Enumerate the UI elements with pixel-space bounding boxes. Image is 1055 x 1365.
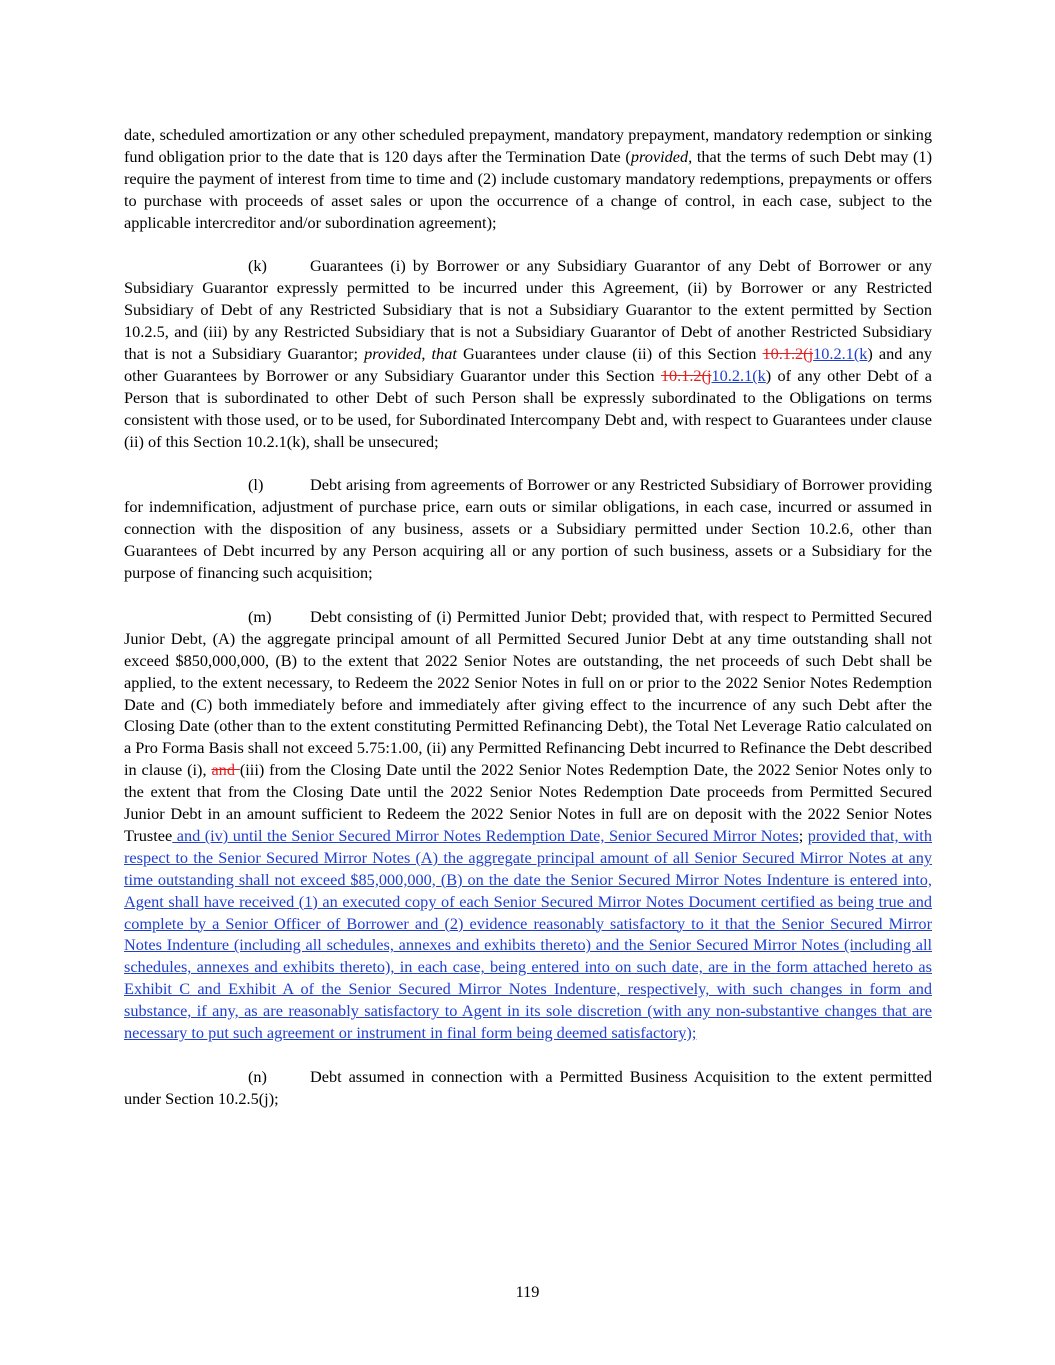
clause-label: (m) (248, 606, 272, 626)
paragraph-l: (l) Debt arising from agreements of Borrower or any Restricted Subsidiary of Borrower providing for indemnification, adjustment of purchase price, earn outs or similar obligations, in each case, incurred or assumed in connection with the disposition of any business, assets or a Subsidiary permitted under Section 10.2.6, other than Guarantees of Debt incurred by any Person acquiring all or any portion of such business, assets or a Subsidiary for the purpose of financing such acquisition; (124, 475, 932, 583)
paragraph-j-continued: date, scheduled amortization or any other scheduled prepayment, mandatory prepayment, mandatory redemption or sinking fund obligation prior to the date that is 120 days after the Termination Date (provided, that the terms of such Debt may (1) require the payment of interest from time to time and (2) include customary mandatory redemptions, prepayments or offers to purchase with proceeds of asset sales or upon the occurrence of a change of control, in each case, subject to the applicable intercreditor and/or subordination agreement); (124, 125, 932, 232)
clause-label: (l) (248, 475, 264, 495)
deleted-text: 10.1.2(j (762, 344, 814, 364)
inserted-text: 10.2.1(k (711, 365, 766, 385)
inserted-text: 10.2.1(k (813, 344, 868, 364)
clause-label: (k) (248, 256, 267, 276)
paragraph-n: (n) Debt assumed in connection with a Permitted Business Acquisition to the extent permitted under Section 10.2.5(j); (124, 1066, 932, 1108)
inserted-text: and (iv) until the Senior Secured Mirror Notes Redemption Date, Senior Secured Mirror Notes (172, 825, 799, 845)
clause-label: (n) (248, 1066, 267, 1086)
deleted-text: 10.1.2(j (660, 365, 712, 385)
document-page (124, 124, 932, 1132)
paragraph-m: (m) Debt consisting of (i) Permitted Junior Debt; provided that, with respect to Permitted Secured Junior Debt, (A) the aggregate principal amount of all Permitted Secured Junior Debt at any time outstanding shall not exceed $850,000,000, (B) to the extent that 2022 Senior Notes are outstanding, the net proceeds of such Debt shall be applied, to the extent necessary, to Redeem the 2022 Senior Notes in full on or prior to the 2022 Senior Notes Redemption Date and (C) both immediately before and immediately after giving effect to the incurrence of any such Debt after the Closing Date (other than to the extent constituting Permitted Refinancing Debt), the Total Net Leverage Ratio calculated on a Pro Forma Basis shall not exceed 5.75:1.00, (ii) any Permitted Refinancing Debt incurred to Refinance the Debt described in clause (i), and (iii) from the Closing Date until the 2022 Senior Notes Redemption Date, the 2022 Senior Notes only to the extent that from the Closing Date until the 2022 Senior Notes Redemption Date proceeds from Permitted Secured Junior Debt in an amount sufficient to Redeem the 2022 Senior Notes in full are on deposit with the 2022 Senior Notes Trustee and (iv) until the Senior Secured Mirror Notes Redemption Date, Senior Secured Mirror Notes; provided that, with respect to the Senior Secured Mirror Notes (A) the aggregate principal amount of all Senior Secured Mirror Notes at any time outstanding shall not exceed $85,000,000, (B) on the date the Senior Secured Mirror Notes Indenture is entered into, Agent shall have received (1) an executed copy of each Senior Secured Mirror Notes Document certified as being true and complete by a Senior Officer of Borrower and (2) evidence reasonably satisfactory to it that the Senior Secured Mirror Notes Indenture (including all schedules, annexes and exhibits thereto) and the Senior Secured Mirror Notes (including all schedules, annexes and exhibits thereto), in each case, being entered into on such date, are in the form attached hereto as Exhibit C and Exhibit A of the Senior Secured Mirror Notes Indenture, respectively, with such changes in form and substance, if any, as are reasonably satisfactory to Agent in its sole discretion (with any non-substantive changes that are necessary to put such agreement or instrument in final form being deemed satisfactory); (124, 606, 933, 1043)
deleted-text: and (211, 760, 240, 780)
inserted-text: provided that, with respect to the Senior Secured Mirror Notes (A) the aggregate principal amount of all Senior Secured Mirror Notes at any time outstanding shall not exceed $85,000,000, (B) on the date the Senior Secured Mirror Notes Indenture is entered into, Agent shall have received (1) an executed copy of each Senior Secured Mirror Notes Document certified as being true and complete by a Senior Officer of Borrower and (2) evidence reasonably satisfactory to it that the Senior Secured Mirror Notes Indenture (including all schedules, annexes and exhibits thereto) and the Senior Secured Mirror Notes (including all schedules, annexes and exhibits thereto), in each case, being entered into on such date, are in the form attached hereto as Exhibit C and Exhibit A of the Senior Secured Mirror Notes Indenture, respectively, with such changes in form and substance, if any, as are reasonably satisfactory to Agent in its sole discretion (with any non-substantive changes that are necessary to put such agreement or instrument in final form being deemed satisfactory); (124, 825, 932, 1043)
page-number: 119 (515, 1282, 540, 1301)
paragraph-k: (k) Guarantees (i) by Borrower or any Subsidiary Guarantor of any Debt of Borrower or any Subsidiary Guarantor expressly permitted to be incurred under this Agreement, (ii) by Borrower or any Restricted Subsidiary of Debt of any Restricted Subsidiary that is not a Subsidiary Guarantor to the extent permitted by Section 10.2.5, and (iii) by any Restricted Subsidiary that is not a Subsidiary Guarantor of Debt of another Restricted Subsidiary that is not a Subsidiary Guarantor; provided, that Guarantees under clause (ii) of this Section 10.1.2(j10.2.1(k) and any other Guarantees by Borrower or any Subsidiary Guarantor under this Section 10.1.2(j10.2.1(k) of any other Debt of a Person that is subordinated to other Debt of such Person shall be expressly subordinated to the Obligations on terms consistent with those used, or to be used, for Subordinated Intercompany Debt and, with respect to Guarantees under clause (ii) of this Section 10.2.1(k), shall be unsecured; (124, 256, 933, 451)
